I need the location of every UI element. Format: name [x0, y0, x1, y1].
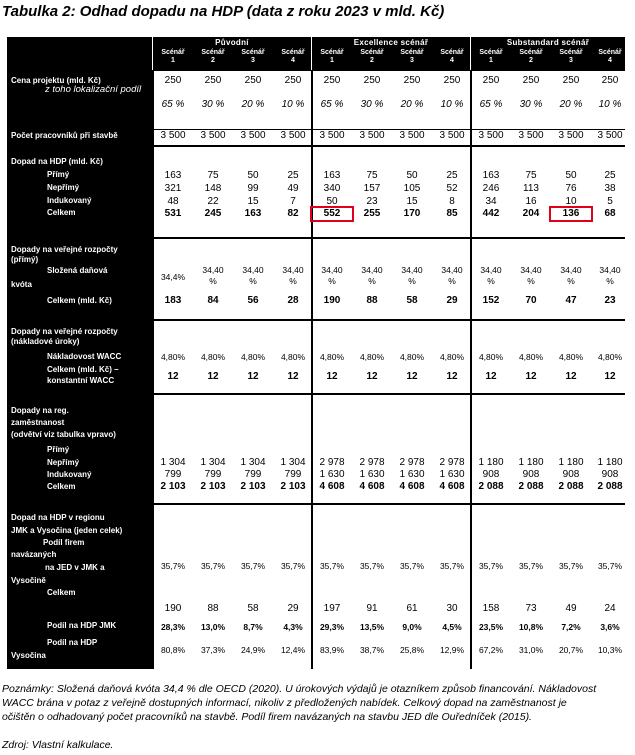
table-cell: 908 — [562, 469, 580, 480]
wacc-cell: 4,80% — [558, 352, 584, 362]
kvota-cell: 34,40 % — [480, 265, 502, 286]
podil-firem-cell: 35,7% — [558, 561, 584, 571]
table-cell: 56 — [247, 295, 259, 306]
podil-firem-cell: 35,7% — [240, 561, 266, 571]
note-line-2: WACC brána v potaz z veřejně dostupných informací, nikoliv z předložených nabídek. Celkový dopad na zaměstnanost je — [2, 697, 567, 709]
row-label: Celkem (mld. Kč) — [47, 296, 112, 305]
podil-firem-cell: 35,7% — [280, 561, 306, 571]
wacc-cell: 4,80% — [319, 352, 345, 362]
wacc-cell: 4,80% — [399, 352, 425, 362]
table-cell: 1 304 — [240, 457, 266, 468]
hdp-total-cell: 85 — [446, 208, 458, 219]
row-label: Nepřímý — [47, 458, 80, 467]
wacc-cell: 4,80% — [240, 352, 266, 362]
podil-jmk-cell: 28,3% — [160, 622, 186, 632]
scenario-number: 3 — [569, 57, 573, 64]
podil-vysocina-cell: 20,7% — [558, 645, 584, 655]
table-cell: 50 — [406, 170, 418, 181]
table-cell: 2 103 — [160, 481, 186, 492]
kvota-cell: 34,40 % — [321, 265, 343, 286]
row-label: Celkem — [47, 208, 76, 217]
hdp-total-cell: 136 — [562, 208, 580, 219]
podil-firem-cell: 35,7% — [160, 561, 186, 571]
scenario-number: 4 — [291, 57, 295, 64]
table-cell: 1 630 — [439, 469, 465, 480]
table-cell: 12 — [446, 371, 458, 382]
table-cell: 22 — [207, 196, 219, 207]
row-label: Celkem (mld. Kč) – — [47, 365, 119, 374]
table-cell: 799 — [164, 469, 182, 480]
table-cell: 2 088 — [518, 481, 544, 492]
highlight-box — [549, 206, 593, 222]
scenario-column-header — [471, 49, 511, 65]
hdp-total-cell: 163 — [244, 208, 262, 219]
table-cell: 12 — [247, 371, 259, 382]
table-cell: 12 — [287, 371, 299, 382]
table-cell: 28 — [287, 295, 299, 306]
podil-jmk-cell: 13,5% — [359, 622, 385, 632]
table-cell: 2 088 — [558, 481, 584, 492]
cena-cell: 250 — [204, 75, 222, 86]
table-cell: 246 — [482, 183, 500, 194]
wacc-cell: 4,80% — [280, 352, 306, 362]
pocet-cell: 3 500 — [359, 130, 385, 141]
scenario-column-header — [551, 49, 591, 65]
scenario-number: 2 — [370, 57, 374, 64]
row-label: Dopad na HDP (mld. Kč) — [11, 157, 103, 166]
table-cell: 73 — [525, 603, 537, 614]
podil-jmk-cell: 7,2% — [561, 622, 581, 632]
table-cell: 88 — [207, 603, 219, 614]
pocet-cell: 3 500 — [200, 130, 226, 141]
kvota-cell: 34,4% — [160, 272, 186, 282]
row-label: kvóta — [11, 280, 32, 289]
podil-jmk-cell: 29,3% — [319, 622, 345, 632]
scenario-label: Scénář — [440, 49, 464, 56]
source-note: Zdroj: Vlastní kalkulace. — [2, 739, 114, 751]
pocet-cell: 3 500 — [478, 130, 504, 141]
kvota-cell: 34,40 % — [282, 265, 304, 286]
row-label: Složená daňová — [47, 266, 108, 275]
table-cell: 157 — [363, 183, 381, 194]
table-cell: 4 608 — [399, 481, 425, 492]
table-cell: 12 — [485, 371, 497, 382]
lokalizace-cell: 20 % — [400, 99, 424, 110]
row-label: zaměstnanost — [11, 418, 65, 427]
lokalizace-cell: 30 % — [201, 99, 225, 110]
pocet-cell: 3 500 — [399, 130, 425, 141]
scenario-number: 3 — [251, 57, 255, 64]
table-cell: 340 — [323, 183, 341, 194]
table-cell: 12 — [525, 371, 537, 382]
lokalizace-cell: 10 % — [281, 99, 305, 110]
pocet-cell: 3 500 — [319, 130, 345, 141]
cena-cell: 250 — [323, 75, 341, 86]
wacc-cell: 4,80% — [439, 352, 465, 362]
table-cell: 908 — [522, 469, 540, 480]
hdp-total-cell: 68 — [604, 208, 616, 219]
table-cell: 23 — [604, 295, 616, 306]
row-label: Přímý — [47, 445, 70, 454]
table-cell: 52 — [446, 183, 458, 194]
podil-firem-cell: 35,7% — [200, 561, 226, 571]
scenario-column-header — [432, 49, 472, 65]
table-cell: 799 — [284, 469, 302, 480]
wacc-cell: 4,80% — [160, 352, 186, 362]
podil-jmk-cell: 9,0% — [402, 622, 422, 632]
row-label: (odvětví viz tabulka vpravo) — [11, 430, 116, 439]
lokalizace-cell: 65 % — [320, 99, 344, 110]
row-label: Podíl firem — [43, 538, 85, 547]
hdp-total-cell: 442 — [482, 208, 500, 219]
podil-jmk-cell: 4,5% — [442, 622, 462, 632]
row-label: Dopady na veřejné rozpočty (nákladové úroky) — [11, 327, 118, 346]
row-label: na JED v JMK a — [45, 563, 105, 572]
impact-table — [7, 37, 625, 669]
table-cell: 1 304 — [280, 457, 306, 468]
table-cell: 2 103 — [240, 481, 266, 492]
scenario-number: 3 — [410, 57, 414, 64]
table-cell: 29 — [287, 603, 299, 614]
table-cell: 183 — [164, 295, 182, 306]
table-cell: 1 180 — [597, 457, 623, 468]
table-cell: 799 — [244, 469, 262, 480]
row-label: Vysočina — [11, 651, 46, 660]
table-cell: 2 978 — [319, 457, 345, 468]
podil-vysocina-cell: 83,9% — [319, 645, 345, 655]
table-cell: 48 — [167, 196, 179, 207]
table-cell: 88 — [366, 295, 378, 306]
note-line-3: očištěn o odhadovaný počet pracovníků na stavbě. Podíl firem navázaných na stavbu JED dle Ouředníček (2015). — [2, 711, 532, 723]
row-label: Celkem — [47, 588, 76, 597]
table-cell: 50 — [247, 170, 259, 181]
table-cell: 105 — [403, 183, 421, 194]
podil-jmk-cell: 13,0% — [200, 622, 226, 632]
row-label: Dopady na reg. — [11, 406, 69, 415]
highlight-box — [310, 206, 354, 222]
hdp-total-cell: 255 — [363, 208, 381, 219]
table-cell: 113 — [523, 183, 539, 194]
table-cell: 38 — [604, 183, 616, 194]
cena-cell: 250 — [244, 75, 262, 86]
table-cell: 49 — [287, 183, 299, 194]
podil-vysocina-cell: 12,4% — [280, 645, 306, 655]
table-cell: 148 — [204, 183, 222, 194]
kvota-cell: 34,40 % — [361, 265, 383, 286]
cena-cell: 250 — [522, 75, 540, 86]
table-cell: 158 — [482, 603, 500, 614]
table-cell: 2 103 — [280, 481, 306, 492]
table-cell: 4 608 — [319, 481, 345, 492]
table-cell: 4 608 — [359, 481, 385, 492]
podil-firem-cell: 35,7% — [359, 561, 385, 571]
scenario-label: Scénář — [241, 49, 265, 56]
podil-firem-cell: 35,7% — [478, 561, 504, 571]
table-cell: 25 — [446, 170, 458, 181]
scenario-label: Scénář — [281, 49, 305, 56]
table-cell: 1 180 — [478, 457, 504, 468]
scenario-label: Scénář — [400, 49, 424, 56]
kvota-cell: 34,40 % — [242, 265, 264, 286]
table-title: Tabulka 2: Odhad dopadu na HDP (data z roku 2023 v mld. Kč) — [2, 3, 445, 20]
row-label: Dopady na veřejné rozpočty (přímý) — [11, 245, 118, 264]
table-cell: 76 — [565, 183, 577, 194]
lokalizace-cell: 30 % — [360, 99, 384, 110]
table-cell: 34 — [485, 196, 497, 207]
table-cell: 1 304 — [160, 457, 186, 468]
table-cell: 1 630 — [319, 469, 345, 480]
table-cell: 58 — [247, 603, 259, 614]
scenario-label: Scénář — [519, 49, 543, 56]
cena-cell: 250 — [562, 75, 580, 86]
kvota-cell: 34,40 % — [560, 265, 582, 286]
table-cell: 23 — [366, 196, 378, 207]
podil-vysocina-cell: 67,2% — [478, 645, 504, 655]
table-cell: 16 — [525, 196, 537, 207]
podil-jmk-cell: 10,8% — [518, 622, 544, 632]
lokalizace-cell: 20 % — [559, 99, 583, 110]
hdp-total-cell: 82 — [287, 208, 299, 219]
scenario-column-header — [352, 49, 392, 65]
table-cell: 15 — [247, 196, 259, 207]
table-cell: 2 978 — [359, 457, 385, 468]
cena-cell: 250 — [284, 75, 302, 86]
table-cell: 908 — [601, 469, 619, 480]
table-cell: 12 — [406, 371, 418, 382]
table-cell: 25 — [604, 170, 616, 181]
kvota-cell: 34,40 % — [520, 265, 542, 286]
scenario-number: 4 — [608, 57, 612, 64]
table-cell: 1 304 — [200, 457, 226, 468]
table-cell: 10 — [565, 196, 577, 207]
podil-vysocina-cell: 37,3% — [200, 645, 226, 655]
scenario-label: Scénář — [161, 49, 185, 56]
pocet-cell: 3 500 — [597, 130, 623, 141]
kvota-cell: 34,40 % — [401, 265, 423, 286]
row-label: JMK a Vysočina (jeden celek) — [11, 526, 123, 535]
row-label: Vysočině — [11, 576, 46, 585]
row-label: Indukovaný — [47, 196, 92, 205]
wacc-cell: 4,80% — [200, 352, 226, 362]
scenario-number: 1 — [489, 57, 493, 64]
table-cell: 2 978 — [399, 457, 425, 468]
table-cell: 70 — [525, 295, 537, 306]
scenario-label: Scénář — [598, 49, 622, 56]
podil-jmk-cell: 3,6% — [600, 622, 620, 632]
podil-firem-cell: 35,7% — [439, 561, 465, 571]
table-cell: 1 630 — [359, 469, 385, 480]
lokalizace-cell: 30 % — [519, 99, 543, 110]
scenario-column-header — [590, 49, 630, 65]
table-cell: 190 — [164, 603, 182, 614]
table-cell: 47 — [565, 295, 577, 306]
table-cell: 49 — [565, 603, 577, 614]
table-cell: 190 — [323, 295, 341, 306]
wacc-cell: 4,80% — [478, 352, 504, 362]
podil-vysocina-cell: 24,9% — [240, 645, 266, 655]
wacc-cell: 4,80% — [359, 352, 385, 362]
table-cell: 91 — [366, 603, 378, 614]
table-cell: 12 — [565, 371, 577, 382]
wacc-cell: 4,80% — [597, 352, 623, 362]
scenario-column-header — [273, 49, 313, 65]
hdp-total-cell: 531 — [164, 208, 182, 219]
scenario-number: 2 — [211, 57, 215, 64]
podil-vysocina-cell: 38,7% — [359, 645, 385, 655]
hdp-total-cell: 204 — [522, 208, 540, 219]
note-line-1: Poznámky: Složená daňová kvóta 34,4 % dle OECD (2020). U úrokových výdajů je otazníkem způsob financování. Nákladovost — [2, 683, 597, 695]
podil-vysocina-cell: 10,3% — [597, 645, 623, 655]
table-cell: 1 630 — [399, 469, 425, 480]
table-cell: 15 — [406, 196, 418, 207]
podil-firem-cell: 35,7% — [319, 561, 345, 571]
table-cell: 75 — [525, 170, 537, 181]
lokalizace-cell: 65 % — [161, 99, 185, 110]
table-cell: 12 — [326, 371, 338, 382]
pocet-cell: 3 500 — [160, 130, 186, 141]
podil-vysocina-cell: 12,9% — [439, 645, 465, 655]
lokalizace-cell: 20 % — [241, 99, 265, 110]
podil-vysocina-cell: 25,8% — [399, 645, 425, 655]
table-cell: 2 088 — [478, 481, 504, 492]
lokalizace-cell: 65 % — [479, 99, 503, 110]
row-label: Celkem — [47, 482, 76, 491]
scenario-column-header — [392, 49, 432, 65]
hdp-total-cell: 552 — [323, 208, 341, 219]
table-cell: 2 978 — [439, 457, 465, 468]
table-cell: 163 — [323, 170, 341, 181]
table-cell: 29 — [446, 295, 458, 306]
scenario-column-header — [233, 49, 273, 65]
podil-firem-cell: 35,7% — [518, 561, 544, 571]
table-cell: 12 — [366, 371, 378, 382]
table-cell: 58 — [406, 295, 418, 306]
table-cell: 75 — [207, 170, 219, 181]
table-cell: 12 — [604, 371, 616, 382]
table-header — [7, 37, 625, 70]
scenario-label: Scénář — [360, 49, 384, 56]
row-label: Počet pracovníků při stavbě — [11, 131, 118, 140]
scenario-number: 2 — [529, 57, 533, 64]
cena-cell: 250 — [601, 75, 619, 86]
row-label: Nepřímý — [47, 183, 80, 192]
group-header-substandard: Substandard scénář — [506, 38, 590, 47]
table-cell: 50 — [565, 170, 577, 181]
row-label: navázaných — [11, 550, 57, 559]
podil-jmk-cell: 4,3% — [283, 622, 303, 632]
table-cell: 1 180 — [558, 457, 584, 468]
table-cell: 163 — [164, 170, 182, 181]
row-label: Přímý — [47, 170, 70, 179]
scenario-column-header — [511, 49, 551, 65]
pocet-cell: 3 500 — [558, 130, 584, 141]
podil-vysocina-cell: 80,8% — [160, 645, 186, 655]
table-cell: 163 — [482, 170, 500, 181]
table-cell: 1 180 — [518, 457, 544, 468]
table-cell: 75 — [366, 170, 378, 181]
podil-jmk-cell: 23,5% — [478, 622, 504, 632]
table-cell: 24 — [604, 603, 616, 614]
row-label: konstantní WACC — [47, 376, 115, 385]
cena-cell: 250 — [443, 75, 461, 86]
table-cell: 799 — [204, 469, 222, 480]
podil-vysocina-cell: 31,0% — [518, 645, 544, 655]
pocet-cell: 3 500 — [439, 130, 465, 141]
table-cell: 30 — [446, 603, 458, 614]
row-label: Podíl na HDP JMK — [47, 621, 117, 630]
cena-cell: 250 — [164, 75, 182, 86]
scenario-column-header — [193, 49, 233, 65]
row-label: Podíl na HDP — [47, 638, 98, 647]
hdp-total-cell: 170 — [403, 208, 421, 219]
scenario-column-header — [312, 49, 352, 65]
scenario-label: Scénář — [320, 49, 344, 56]
podil-firem-cell: 35,7% — [399, 561, 425, 571]
table-cell: 8 — [449, 196, 455, 207]
row-label: Indukovaný — [47, 470, 92, 479]
table-cell: 12 — [207, 371, 219, 382]
lokalizace-cell: 10 % — [440, 99, 464, 110]
table-cell: 25 — [287, 170, 299, 181]
wacc-cell: 4,80% — [518, 352, 544, 362]
table-cell: 2 088 — [597, 481, 623, 492]
table-cell: 2 103 — [200, 481, 226, 492]
table-cell: 99 — [247, 183, 259, 194]
podil-firem-cell: 35,7% — [597, 561, 623, 571]
kvota-cell: 34,40 % — [441, 265, 463, 286]
cena-cell: 250 — [482, 75, 500, 86]
group-header-puvodni: Původní — [215, 38, 249, 47]
table-cell: 5 — [607, 196, 613, 207]
pocet-cell: 3 500 — [518, 130, 544, 141]
table-cell: 84 — [207, 295, 219, 306]
hdp-total-cell: 245 — [204, 208, 222, 219]
podil-jmk-cell: 8,7% — [243, 622, 263, 632]
kvota-cell: 34,40 % — [202, 265, 224, 286]
scenario-number: 1 — [330, 57, 334, 64]
table-cell: 908 — [482, 469, 500, 480]
scenario-label: Scénář — [479, 49, 503, 56]
row-label: Nákladovost WACC — [47, 352, 122, 361]
pocet-cell: 3 500 — [280, 130, 306, 141]
scenario-number: 4 — [450, 57, 454, 64]
pocet-cell: 3 500 — [240, 130, 266, 141]
row-label: Dopad na HDP v regionu — [11, 513, 105, 522]
scenario-label: Scénář — [559, 49, 583, 56]
scenario-column-header — [153, 49, 193, 65]
lokalizace-cell: 10 % — [598, 99, 622, 110]
cena-cell: 250 — [403, 75, 421, 86]
cena-cell: 250 — [363, 75, 381, 86]
table-cell: 197 — [323, 603, 341, 614]
table-cell: 12 — [167, 371, 179, 382]
table-cell: 61 — [406, 603, 418, 614]
table-cell: 152 — [482, 295, 500, 306]
table-cell: 50 — [326, 196, 338, 207]
row-label: Cena projektu (mld. Kč) — [11, 76, 101, 85]
table-cell: 321 — [164, 183, 182, 194]
kvota-cell: 34,40 % — [599, 265, 621, 286]
scenario-number: 1 — [171, 57, 175, 64]
scenario-label: Scénář — [201, 49, 225, 56]
table-cell: 7 — [290, 196, 296, 207]
row-label: z toho lokalizační podíl — [45, 84, 142, 95]
group-header-excellence: Excellence scénář — [353, 38, 429, 47]
table-cell: 4 608 — [439, 481, 465, 492]
